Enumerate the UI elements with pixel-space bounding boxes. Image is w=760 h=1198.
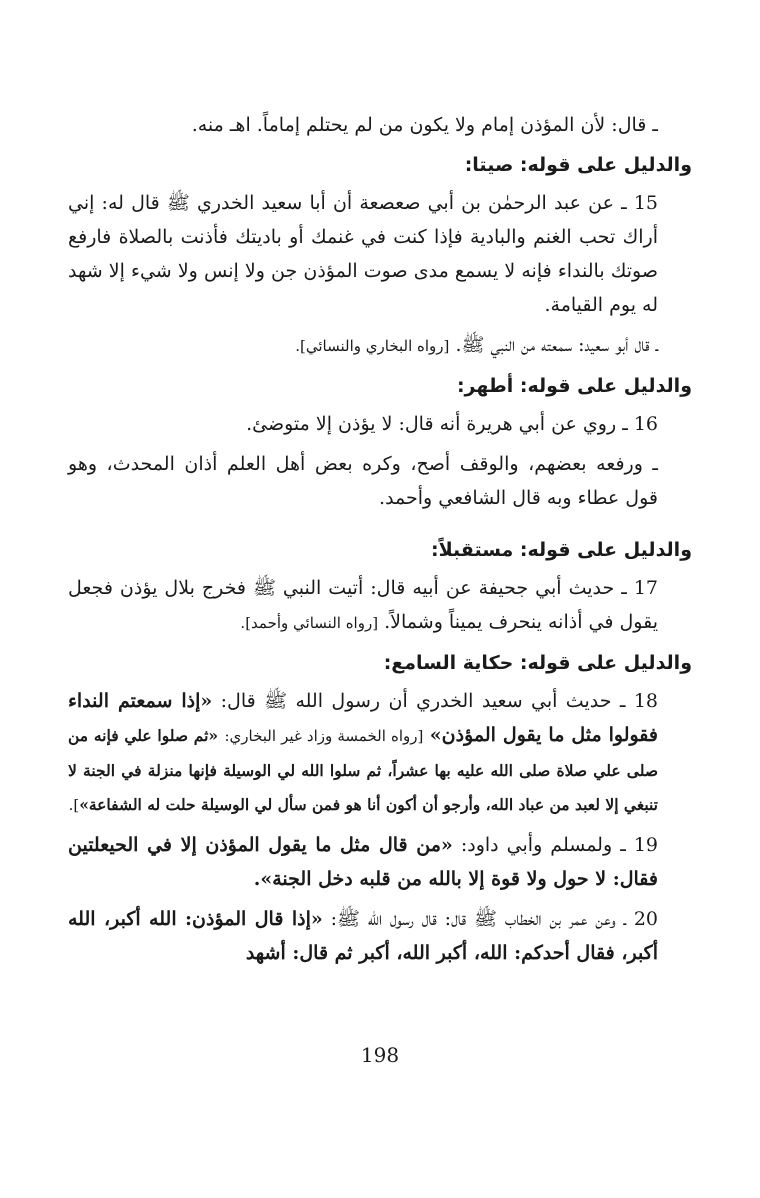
heading-mustaqbilan: والدليل على قوله: مستقبلاً: [431, 539, 692, 561]
hadith-20-intro: 20 ـ وعن عمر بن الخطاب ﷺ قال: قال رسول الله ﷺ: [330, 908, 659, 930]
page-body [68, 108, 692, 976]
hadith-20-quote: «إذا قال المؤذن: الله أكبر، الله أكبر، فقال أحدكم: الله، أكبر الله، أكبر ثم قال: أشهد [68, 908, 658, 964]
hadith-17-text: 17 ـ حديث أبي جحيفة عن أبيه قال: أتيت النبي ﷺ فخرج بلال يؤذن فجعل يقول في أذانه ينحرف يميناً وشمالاً. [68, 577, 658, 633]
heading-athar: والدليل على قوله: أطهر: [456, 375, 692, 397]
paragraph-intro: ـ قال: لأن المؤذن إمام ولا يكون من لم يحتلم إماماً. اهـ منه. [191, 114, 658, 136]
heading-sayta: والدليل على قوله: صيتا: [464, 154, 692, 176]
hadith-19 [68, 828, 692, 896]
page-number: 198 [360, 1043, 400, 1067]
hadith-18-quote: «إذا سمعتم النداء فقولوا مثل ما يقول المؤذن» [68, 690, 659, 746]
heading-hikayat-assami: والدليل على قوله: حكاية السامع: [383, 652, 692, 674]
hadith-19-quote: «من قال مثل ما يقول المؤذن إلا في الحيعلتين فقال: لا حول ولا قوة إلا بالله من قلبه دخل الجنة». [68, 834, 658, 890]
hadith-17 [68, 571, 692, 640]
hadith-15: 15 ـ عن عبد الرحمٰن بن أبي صعصعة أن أبا سعيد الخدري ﷺ قال له: إني أراك تحب الغنم والبادية فإذا كنت في غنمك أو باديتك فأذنت بالصلاة فارفع صوتك بالنداء فإنه لا يسمع مدى صوت المؤذن جن ولا إنس ولا شيء إلا شهد له يوم القيامة. [68, 192, 658, 316]
hadith-18-rest: «ثم صلوا علي فإنه من صلى علي صلاة صلى الله عليه بها عشراً، ثم سلوا الله لي الوسيلة فإنها منزلة في الجنة لا تنبغي إلا لعبد من عباد الله، وأرجو أن أكون أنا هو فمن سأل لي الوسيلة حلت له الشفاعة» [68, 726, 658, 814]
hadith-16-note: ـ ورفعه بعضهم، والوقف أصح، وكره بعض أهل العلم أذان المحدث، وهو قول عطاء وبه قال الشافعي وأحمد. [68, 453, 658, 509]
hadith-18-close: ]. [68, 796, 80, 814]
hadith-15-citation: [رواه البخاري والنسائي]. [295, 337, 450, 355]
hadith-17-citation: [رواه النسائي وأحمد]. [240, 614, 379, 632]
hadith-15-note-text: ـ قال أبو سعيد: سمعته من النبي ﷺ. [455, 334, 658, 356]
hadith-18-intro: 18 ـ حديث أبي سعيد الخدري أن رسول الله ﷺ قال: [220, 690, 658, 712]
hadith-16: 16 ـ روي عن أبي هريرة أنه قال: لا يؤذن إلا متوضئ. [246, 413, 658, 435]
hadith-18-citation: [رواه الخمسة وزاد غير البخاري: [224, 727, 424, 745]
hadith-15-note [68, 328, 692, 363]
hadith-18 [68, 684, 692, 822]
hadith-19-intro: 19 ـ ولمسلم وأبي داود: [460, 834, 658, 856]
hadith-20 [68, 902, 692, 970]
